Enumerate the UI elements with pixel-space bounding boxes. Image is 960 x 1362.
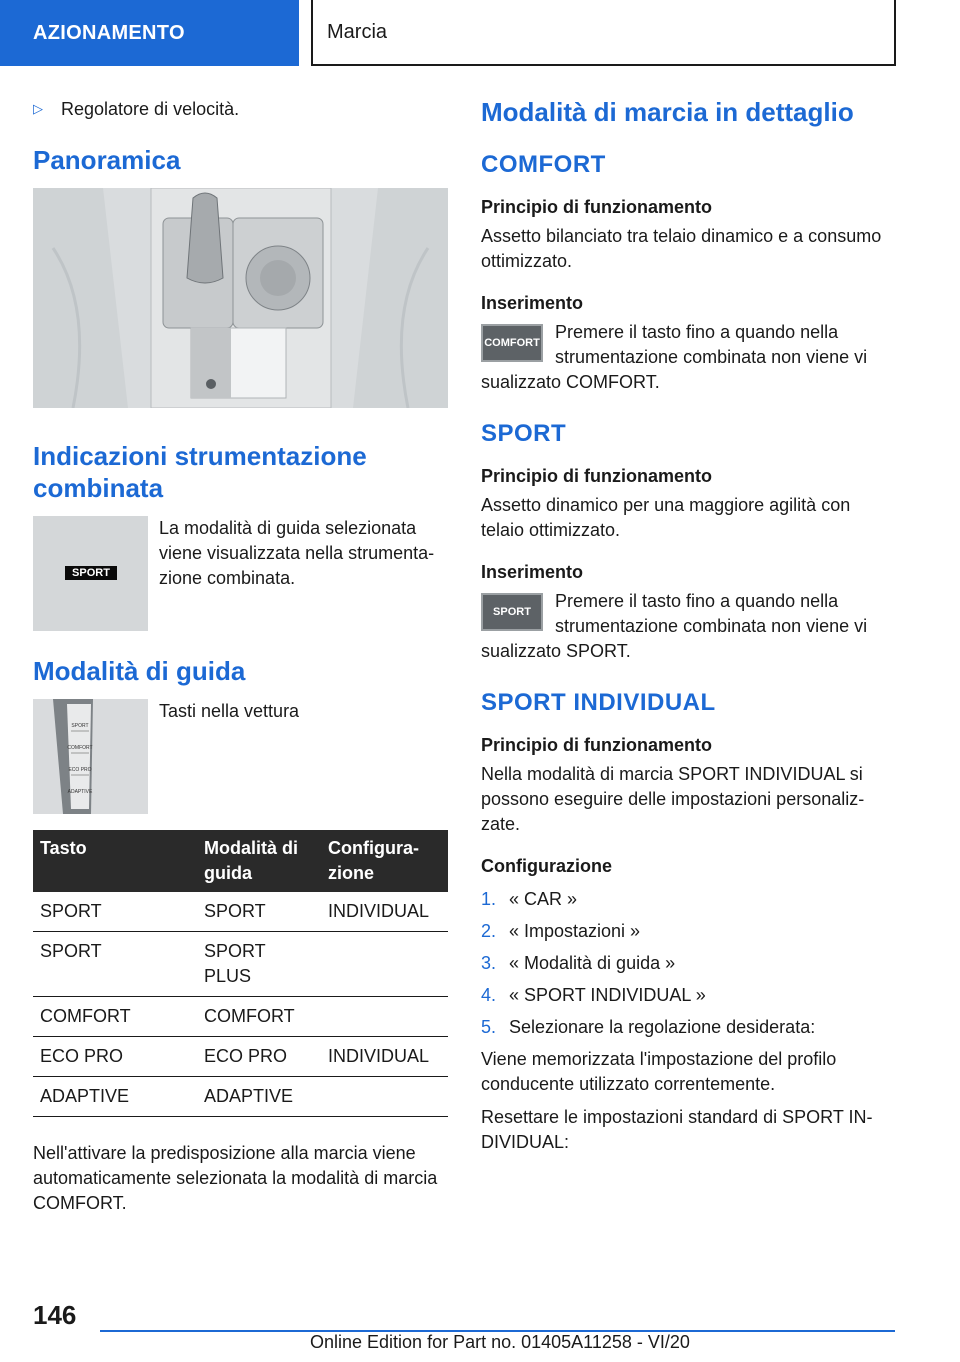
- closing-paragraph: Nell'attivare la predisposizione alla marcia viene automaticamente selezionata la modalità di marcia COMFORT.: [33, 1143, 438, 1213]
- heading-panoramica: Panoramica: [33, 145, 181, 175]
- table-header-cell: Configurazione: [321, 830, 448, 892]
- list-item: [481, 979, 896, 1011]
- step-number: 5.: [481, 1017, 497, 1037]
- list-item: [481, 883, 896, 915]
- table-row: [33, 932, 448, 997]
- text-after-steps-2: Resettare le impostazioni standard di SPORT INDIVIDUAL:: [481, 1107, 873, 1152]
- svg-text:ECO PRO: ECO PRO: [68, 767, 92, 773]
- table-cell: [321, 932, 448, 997]
- bullet-text: Regolatore di velocità.: [61, 99, 240, 119]
- table-cell: SPORT: [33, 932, 197, 997]
- table-cell: SPORT PLUS: [197, 932, 321, 997]
- text-after-steps-1: Viene memorizzata l'impostazione del profilo conducente utilizzato correntemente.: [481, 1049, 837, 1094]
- label-principio-comfort: Principio di funzionamento: [481, 197, 712, 217]
- label-configurazione: Configurazione: [481, 856, 612, 876]
- inserimento-sport-block: [481, 589, 896, 664]
- header-chapter-title: Marcia: [311, 0, 896, 66]
- heading-modalita-guida: Modalità di guida: [33, 656, 246, 686]
- inserimento-comfort-text: Premere il tasto fino a quando nella strumentazione combinata non viene vi: [555, 322, 868, 367]
- header-section-title: AZIONAMENTO: [0, 0, 299, 66]
- table-cell: ECO PRO: [33, 1037, 197, 1077]
- table-row: [33, 892, 448, 932]
- table-cell: INDIVIDUAL: [321, 892, 448, 932]
- inserimento-sport-rest: sualizzato SPORT.: [481, 641, 631, 661]
- text-principio-individual: Nella modalità di marcia SPORT INDIVIDUAL si possono eseguire delle impostazioni personalizzate.: [481, 764, 865, 834]
- heading-sport-individual: SPORT INDIVIDUAL: [481, 689, 716, 716]
- step-text: « Impostazioni »: [509, 921, 641, 941]
- text-principio-comfort: Assetto bilanciato tra telaio dinamico e a consumo ottimizzato.: [481, 226, 882, 271]
- cluster-display-image: [33, 516, 148, 631]
- step-text: « SPORT INDIVIDUAL »: [509, 985, 706, 1005]
- table-cell: [321, 1077, 448, 1117]
- table-cell: SPORT: [197, 892, 321, 932]
- label-inserimento-comfort: Inserimento: [481, 293, 584, 313]
- page-number: 146: [33, 1300, 77, 1330]
- table-cell: INDIVIDUAL: [321, 1037, 448, 1077]
- drive-mode-buttons-image: [33, 699, 148, 814]
- label-inserimento-sport: Inserimento: [481, 562, 584, 582]
- heading-indicazioni: Indicazioni strumentazione combinata: [33, 441, 367, 503]
- indicazioni-text: La modalità di guida selezionata viene visualizzata nella strumentazione combinata.: [159, 518, 435, 588]
- buttons-illustration: [33, 699, 148, 814]
- heading-comfort: COMFORT: [481, 151, 606, 178]
- tasti-text: Tasti nella vettura: [159, 701, 300, 721]
- right-column: [481, 96, 896, 1171]
- step-text: Selezionare la regolazione desiderata:: [509, 1017, 816, 1037]
- table-cell: COMFORT: [197, 997, 321, 1037]
- table-cell: [321, 997, 448, 1037]
- footer-edition: Online Edition for Part no. 01405A11258 - VI/20: [310, 1332, 690, 1352]
- list-item: [481, 1011, 896, 1043]
- sport-button-image: SPORT: [481, 593, 543, 631]
- table-cell: ADAPTIVE: [197, 1077, 321, 1117]
- sport-badge: SPORT: [65, 566, 117, 580]
- label-principio-individual: Principio di funzionamento: [481, 735, 712, 755]
- table-cell: ECO PRO: [197, 1037, 321, 1077]
- indicazioni-row: [33, 516, 448, 631]
- list-item: [481, 947, 896, 979]
- svg-text:ADAPTIVE: ADAPTIVE: [67, 789, 93, 795]
- inserimento-sport-text: Premere il tasto fino a quando nella strumentazione combinata non viene vi: [555, 591, 868, 636]
- config-steps-list: [481, 883, 896, 1043]
- table-header-cell: Modalità di guida: [197, 830, 321, 892]
- table-header-row: [33, 830, 448, 892]
- console-photo: [33, 188, 448, 408]
- step-number: 2.: [481, 921, 497, 941]
- tasti-row: [33, 699, 448, 814]
- comfort-button-image: COMFORT: [481, 324, 543, 362]
- table-cell: COMFORT: [33, 997, 197, 1037]
- text-principio-sport: Assetto dinamico per una maggiore agilità con telaio ottimizzato.: [481, 495, 851, 540]
- step-number: 3.: [481, 953, 497, 973]
- table-row: [33, 1077, 448, 1117]
- left-column: [33, 96, 448, 1232]
- heading-sport: SPORT: [481, 420, 567, 447]
- table-row: [33, 997, 448, 1037]
- table-cell: SPORT: [33, 892, 197, 932]
- bullet-item: [33, 96, 448, 122]
- console-illustration: [33, 188, 448, 408]
- heading-dettaglio: Modalità di marcia in dettaglio: [481, 97, 854, 127]
- inserimento-comfort-rest: sualizzato COMFORT.: [481, 372, 660, 392]
- table-cell: ADAPTIVE: [33, 1077, 197, 1117]
- list-item: [481, 915, 896, 947]
- table-header-cell: Tasto: [33, 830, 197, 892]
- step-number: 4.: [481, 985, 497, 1005]
- step-text: « Modalità di guida »: [509, 953, 676, 973]
- svg-text:COMFORT: COMFORT: [67, 745, 93, 751]
- inserimento-comfort-block: [481, 320, 896, 395]
- step-text: « CAR »: [509, 889, 578, 909]
- triangle-bullet-icon: ▷: [33, 101, 43, 116]
- drive-mode-table: [33, 830, 448, 1117]
- svg-text:SPORT: SPORT: [71, 723, 89, 729]
- table-row: [33, 1037, 448, 1077]
- label-principio-sport: Principio di funzionamento: [481, 466, 712, 486]
- step-number: 1.: [481, 889, 497, 909]
